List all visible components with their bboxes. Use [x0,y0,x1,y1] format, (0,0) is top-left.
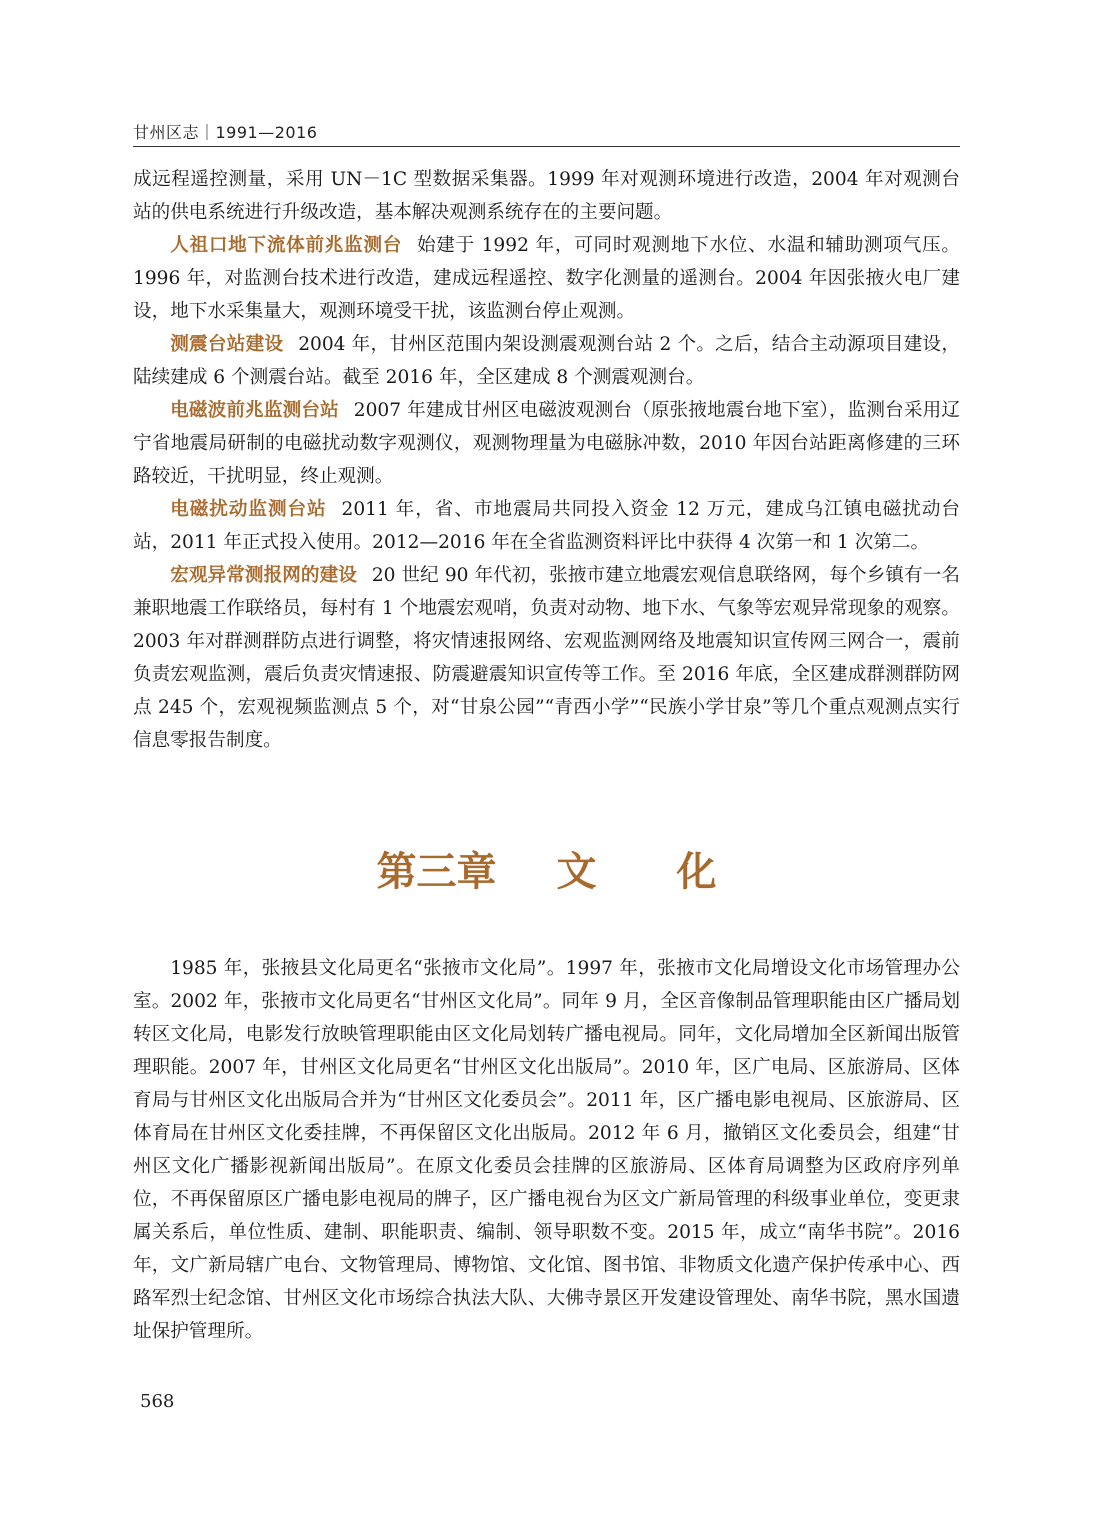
paragraph-seismic-stations [133,328,960,394]
paragraph-keyword: 电磁扰动监测台站 [170,499,327,520]
paragraph-keyword: 宏观异常测报网的建设 [170,565,357,586]
chapter-title-char: 文 [556,849,597,895]
paragraph-text: 2007 年建成甘州区电磁波观测台（原张掖地震台地下室），监测台采用辽宁省地震局研制的电磁扰动数字观测仪，观测物理量为电磁脉冲数，2010 年因台站距离修建的三环路较近，干扰明显，终止观测。 [133,400,960,487]
paragraph-text: 2011 年，省、市地震局共同投入资金 12 万元，建成乌江镇电磁扰动台站，2011 年正式投入使用。2012—2016 年在全省监测资料评比中获得 4 次第一和 1 次第二。 [133,499,960,553]
paragraph-continuation [133,163,960,229]
paragraph-keyword: 电磁波前兆监测台站 [170,400,339,421]
chapter-intro [133,952,960,1348]
chapter-number: 第三章 [376,849,497,895]
body-text [133,163,960,757]
chapter-intro-paragraph: 1985 年，张掖县文化局更名“张掖市文化局”。1997 年，张掖市文化局增设文化市场管理办公室。2002 年，张掖市文化局更名“甘州区文化局”。同年 9 月，全区音像制品管理职能由区广播局划转区文化局，电影发行放映管理职能由区文化局划转广播电视局。同年，文化局增加全区新闻出版管理职能。2007 年，甘州区文化局更名“甘州区文化出版局”。2010 年，区广电局、区旅游局、区体育局与甘州区文化出版局合并为“甘州区文化委员会”。2011 年，区广播电影电视局、区旅游局、区体育局在甘州区文化委挂牌，不再保留区文化出版局。2012 年 6 月，撤销区文化委员会，组建“甘州区文化广播影视新闻出版局”。在原文化委员会挂牌的区旅游局、区体育局调整为区政府序列单位，不再保留原区广播电影电视局的牌子，区广播电视台为区文广新局管理的科级事业单位，变更隶属关系后，单位性质、建制、职能职责、编制、领导职数不变。2015 年，成立“南华书院”。2016 年，文广新局辖广电台、文物管理局、博物馆、文化馆、图书馆、非物质文化遗产保护传承中心、西路军烈士纪念馆、甘州区文化市场综合执法大队、大佛寺景区开发建设管理处、南华书院，黑水国遗址保护管理所。 [133,958,960,1342]
paragraph-em-disturbance-station [133,493,960,559]
header-rule [133,146,960,147]
paragraph-keyword: 测震台站建设 [170,334,284,355]
page-number: 568 [140,1391,175,1412]
paragraph-text: 20 世纪 90 年代初，张掖市建立地震宏观信息联络网，每个乡镇有一名兼职地震工作联络员，每村有 1 个地震宏观哨，负责对动物、地下水、气象等宏观异常现象的观察。2003 年对群测群防点进行调整，将灾情速报网络、宏观监测网络及地震知识宣传网三网合一，震前负责宏观监测，震后负责灾情速报、防震避震知识宣传等工作。至 2016 年底，全区建成群测群防网点 245 个，宏观视频监测点 5 个，对“甘泉公园”“青西小学”“民族小学甘泉”等几个重点观测点实行信息零报告制度。 [133,565,960,751]
chapter-title [133,840,960,897]
paragraph-macro-network [133,559,960,757]
chapter-title-char: 化 [676,849,717,895]
paragraph-renzukou [133,229,960,328]
paragraph-text: 始建于 1992 年，可同时观测地下水位、水温和辅助测项气压。1996 年，对监测台技术进行改造，建成远程遥控、数字化测量的遥测台。2004 年因张掖火电厂建设，地下水采集量大，观测环境受干扰，该监测台停止观测。 [133,235,960,322]
paragraph-text: 2004 年，甘州区范围内架设测震观测台站 2 个。之后，结合主动源项目建设，陆续建成 6 个测震台站。截至 2016 年，全区建成 8 个测震观测台。 [133,334,960,388]
paragraph-keyword: 人祖口地下流体前兆监测台 [170,235,403,256]
running-header: 甘州区志｜1991—2016 [133,123,318,142]
paragraph-em-wave-station [133,394,960,493]
paragraph-text: 成远程遥控测量，采用 UN－1C 型数据采集器。1999 年对观测环境进行改造，2004 年对观测台站的供电系统进行升级改造，基本解决观测系统存在的主要问题。 [133,169,960,223]
